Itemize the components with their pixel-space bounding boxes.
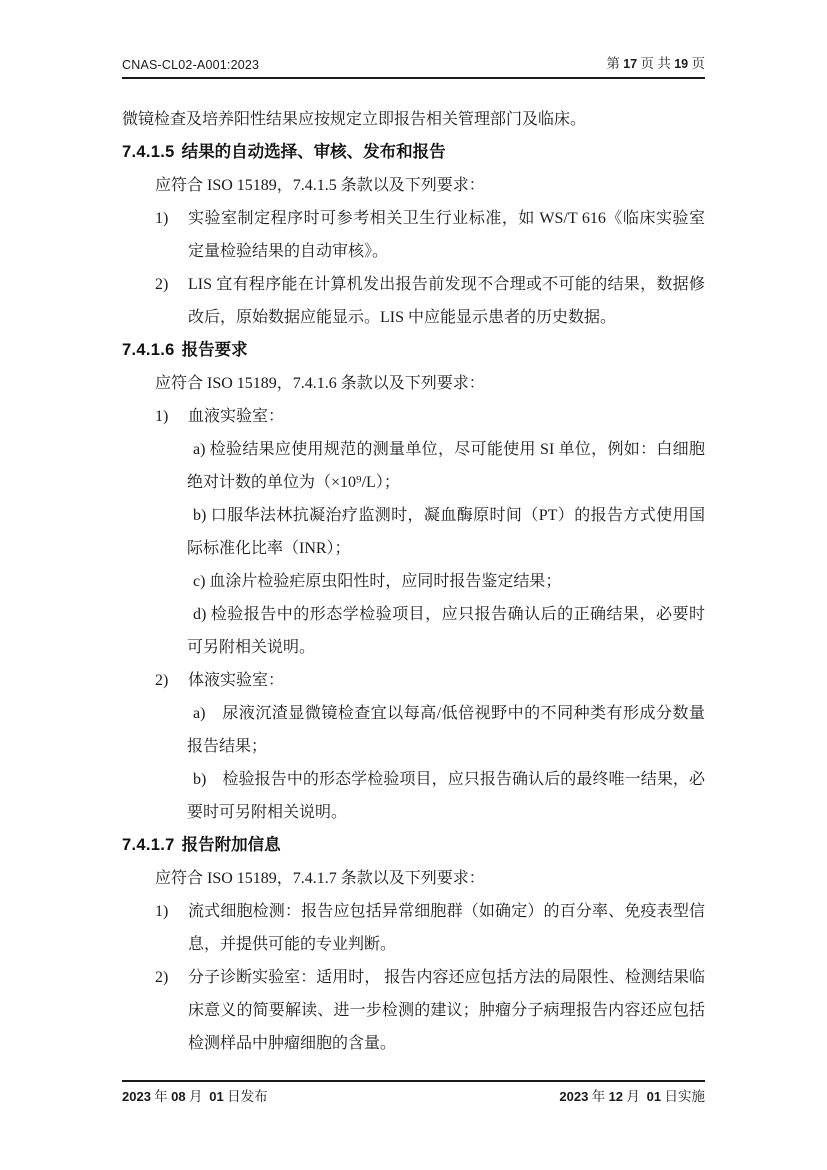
impl-month-unit: 月 (623, 1089, 647, 1104)
page-label-mid: 页 共 (637, 56, 675, 71)
section-number: 7.4.1.5 (122, 143, 175, 161)
section-heading-7-4-1-7 (122, 829, 705, 862)
page-header (122, 50, 705, 72)
page-label-suffix: 页 (688, 56, 705, 71)
header-divider (122, 77, 705, 79)
list-item-marker: 2) (155, 969, 169, 986)
sub-list-item: c) 血涂片检验疟原虫阳性时，应同时报告鉴定结果； (193, 573, 562, 590)
section-heading-7-4-1-6 (122, 334, 705, 367)
sub-list-item: b) 口服华法林抗凝治疗监测时，凝血酶原时间（PT）的报告方式使用国际标准化比率（INR）； (187, 507, 705, 557)
list-item (122, 961, 705, 1060)
list-item-text: 血液实验室： (188, 408, 285, 425)
current-page-number: 17 (623, 57, 638, 71)
list-item-text: 体液实验室： (188, 672, 285, 689)
list-item-marker: 2) (155, 672, 169, 689)
list-item-text: 流式细胞检测：报告应包括异常细胞群（如确定）的百分率、免疫表型信息，并提供可能的专业判断。 (188, 903, 705, 953)
page-footer (122, 1080, 705, 1105)
issue-month-unit: 月 (185, 1089, 210, 1104)
section-lead-7-4-1-6: 应符合 ISO 15189，7.4.1.6 条款以及下列要求： (155, 375, 485, 392)
impl-day: 01 (646, 1089, 662, 1104)
list-item-marker: 2) (155, 276, 169, 293)
sub-list-item: d) 检验报告中的形态学检验项目，应只报告确认后的正确结果，必要时可另附相关说明。 (187, 606, 705, 656)
sub-list-item: a) 尿液沉渣显微镜检查宜以每高/低倍视野中的不同种类有形成分数量报告结果； (187, 705, 705, 755)
impl-year-unit: 年 (588, 1089, 609, 1104)
section-number: 7.4.1.7 (122, 836, 175, 854)
list-item (122, 895, 705, 961)
list-item-text: LIS 宜有程序能在计算机发出报告前发现不合理或不可能的结果，数据修改后，原始数据应能显示。LIS 中应能显示患者的历史数据。 (188, 276, 705, 326)
section-number: 7.4.1.6 (122, 341, 175, 359)
issue-suffix: 日发布 (223, 1089, 268, 1104)
sub-list-item: a) 检验结果应使用规范的测量单位，尽可能使用 SI 单位，例如：白细胞绝对计数的单位为（×10⁹/L）； (187, 441, 705, 491)
list-item (122, 202, 705, 268)
sub-list-item: b) 检验报告中的形态学检验项目，应只报告确认后的最终唯一结果，必要时可另附相关说明。 (187, 771, 705, 821)
continuation-paragraph: 微镜检查及培养阳性结果应按规定立即报告相关管理部门及临床。 (122, 111, 587, 128)
list-item-marker: 1) (155, 903, 169, 920)
issue-date (122, 1085, 268, 1105)
implementation-date (559, 1085, 705, 1105)
section-title: 报告附加信息 (181, 836, 281, 854)
document-body (122, 103, 705, 1060)
issue-day: 01 (209, 1089, 224, 1104)
impl-month: 12 (608, 1089, 624, 1104)
list-item-marker: 1) (155, 408, 169, 425)
impl-suffix: 日实施 (661, 1089, 705, 1104)
document-code: CNAS-CL02-A001:2023 (122, 58, 260, 72)
list-item-marker: 1) (155, 210, 169, 227)
issue-year: 2023 (122, 1089, 151, 1104)
list-item-text: 分子诊断实验室：适用时， 报告内容还应包括方法的局限性、检测结果临床意义的简要解读、进一步检测的建议；肿瘤分子病理报告内容还应包括检测样品中肿瘤细胞的含量。 (188, 969, 705, 1052)
section-title: 结果的自动选择、审核、发布和报告 (181, 143, 446, 161)
page-label-prefix: 第 (606, 56, 624, 71)
issue-year-unit: 年 (150, 1089, 172, 1104)
list-item-text: 实验室制定程序时可参考相关卫生行业标准，如 WS/T 616《临床实验室定量检验结果的自动审核》。 (188, 210, 705, 260)
list-item (122, 664, 705, 697)
impl-year: 2023 (559, 1089, 589, 1104)
total-page-number: 19 (674, 57, 689, 71)
list-item (122, 268, 705, 334)
section-heading-7-4-1-5 (122, 136, 705, 169)
page-number-indicator (606, 52, 705, 72)
section-lead-7-4-1-5: 应符合 ISO 15189，7.4.1.5 条款以及下列要求： (155, 177, 485, 194)
section-lead-7-4-1-7: 应符合 ISO 15189，7.4.1.7 条款以及下列要求： (155, 870, 485, 887)
issue-month: 08 (171, 1089, 186, 1104)
list-item (122, 400, 705, 433)
section-title: 报告要求 (181, 341, 248, 359)
